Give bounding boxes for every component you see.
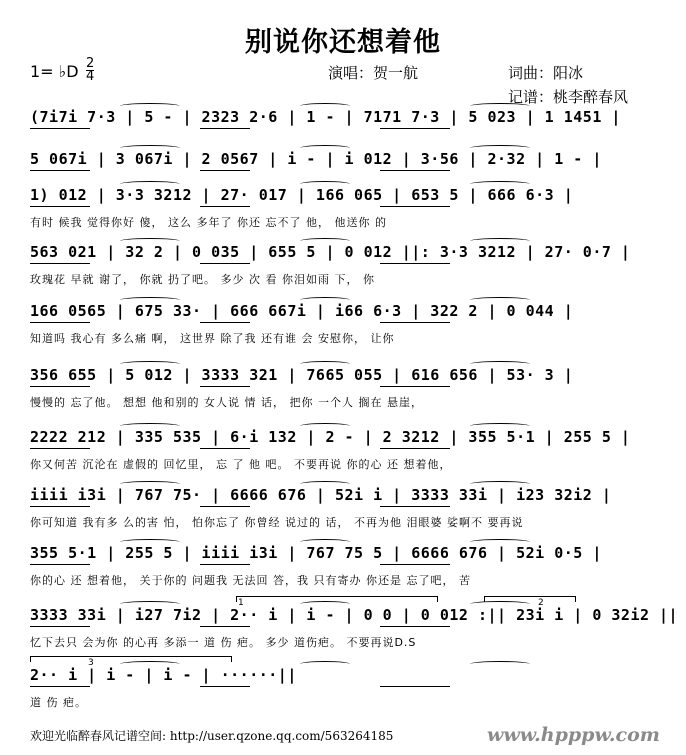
slur xyxy=(470,661,530,667)
slur xyxy=(120,539,180,545)
beam-underline xyxy=(30,206,90,207)
score-row xyxy=(0,366,686,428)
beam-underline xyxy=(200,128,250,129)
lyric-line: 玫瑰花 早就 谢了， 你就 扔了吧。 多少 次 看 你泪如雨 下， 你 xyxy=(30,273,375,286)
beam-underline xyxy=(380,170,450,171)
song-title: 别说你还想着他 xyxy=(245,27,441,58)
score-row xyxy=(0,486,686,548)
slur xyxy=(300,297,350,303)
beam-underline xyxy=(200,564,250,565)
slur xyxy=(470,238,530,244)
composer-credit: 词曲：阳冰 xyxy=(508,64,584,82)
slur xyxy=(470,297,530,303)
score-row xyxy=(0,243,686,305)
lyric-line: 忆下去只 会为你 的心再 多添一 道 伤 疤。 多少 道伤疤。 不要再说D.S xyxy=(30,636,417,649)
beam-underline xyxy=(30,386,90,387)
score-row xyxy=(0,666,686,728)
slur xyxy=(120,601,180,607)
transcriber-credit: 记谱：桃李醉春风 xyxy=(508,88,629,106)
beam-underline xyxy=(380,506,450,507)
slur xyxy=(120,423,180,429)
beam-underline xyxy=(200,386,250,387)
beam-underline xyxy=(30,322,90,323)
lyric-line: 你的心 还 想着他， 关于你的 问题我 无法回 答，我 只有寄办 你还是 忘了吧， 苦 xyxy=(30,574,471,587)
beam-underline xyxy=(380,448,450,449)
slur xyxy=(120,238,180,244)
slur xyxy=(120,481,180,487)
slur xyxy=(470,481,530,487)
slur xyxy=(470,423,530,429)
beam-underline xyxy=(380,386,450,387)
notation-line: 1) 012 | 3·3 3212 | 27· 017 | 166 065 | 653 5 | 666 6·3 | xyxy=(30,186,574,204)
time-signature xyxy=(86,58,94,83)
beam-underline xyxy=(30,448,90,449)
beam-underline xyxy=(380,263,450,264)
slur xyxy=(470,145,530,151)
notation-line: iiii i3i | 767 75· | 6666 676 | 52i i | 3333 33i | i23 32i2 | xyxy=(30,486,612,504)
ending-label-second: 2 xyxy=(538,598,544,608)
beam-underline xyxy=(200,322,250,323)
beam-underline xyxy=(200,448,250,449)
beam-underline xyxy=(30,626,90,627)
slur xyxy=(300,481,350,487)
slur xyxy=(300,423,350,429)
score-row xyxy=(0,428,686,490)
slur xyxy=(120,297,180,303)
watermark: www.hpppw.com xyxy=(487,724,660,746)
score-row xyxy=(0,302,686,364)
slur xyxy=(300,361,350,367)
beam-underline xyxy=(30,170,90,171)
notation-line: 355 5·1 | 255 5 | iiii i3i | 767 75 5 | 6666 676 | 52i 0·5 | xyxy=(30,544,602,562)
beam-underline xyxy=(380,128,450,129)
beam-underline xyxy=(30,564,90,565)
ending-bracket-third xyxy=(30,656,232,662)
slur xyxy=(300,661,350,667)
beam-underline xyxy=(200,686,250,687)
lyric-line: 道 伤 疤。 xyxy=(30,696,87,709)
slur xyxy=(300,145,350,151)
ending-label-third: 3 xyxy=(88,658,94,668)
beam-underline xyxy=(30,506,90,507)
beam-underline xyxy=(380,686,450,687)
slur xyxy=(300,238,350,244)
key-signature: 1= ♭D xyxy=(30,62,79,81)
slur xyxy=(470,181,530,187)
lyric-line: 你又何苦 沉沦在 虚假的 回忆里， 忘 了 他 吧。 不要再说 你的心 还 想着他， xyxy=(30,458,452,471)
beam-underline xyxy=(380,564,450,565)
beam-underline xyxy=(200,170,250,171)
notation-line: 2·· i | i - | i - | ······|| xyxy=(30,666,297,684)
notation-line: 563 021 | 32 2 | 0 035 | 655 5 | 0 012 ||: 3·3 3212 | 27· 0·7 | xyxy=(30,243,631,261)
time-sig-top: 2 xyxy=(86,56,95,71)
slur xyxy=(300,103,350,109)
beam-underline xyxy=(380,322,450,323)
beam-underline xyxy=(200,506,250,507)
slur xyxy=(120,181,180,187)
slur xyxy=(120,103,180,109)
slur xyxy=(470,103,530,109)
slur xyxy=(300,181,350,187)
slur xyxy=(300,539,350,545)
singer-credit: 演唱：贺一航 xyxy=(328,64,419,82)
lyric-line: 慢慢的 忘了他。 想想 他和别的 女人说 情 话， 把你 一个人 搁在 悬崖， xyxy=(30,396,423,409)
time-sig-bottom: 4 xyxy=(86,69,95,84)
notation-line: (7i7i 7·3 | 5 - | 2323 2·6 | 1 - | 7171 7·3 | 5 023 | 1 1451 | xyxy=(30,108,621,126)
beam-underline xyxy=(30,263,90,264)
lyric-line: 你可知道 我有多 么的害 怕， 怕你忘了 你曾经 说过的 话， 不再为他 泪眼婆 娑啊不 要再说 xyxy=(30,516,524,529)
notation-line: 356 655 | 5 012 | 3333 321 | 7665 055 | 616 656 | 53· 3 | xyxy=(30,366,574,384)
beam-underline xyxy=(380,206,450,207)
slur xyxy=(470,361,530,367)
beam-underline xyxy=(380,626,450,627)
beam-underline xyxy=(30,128,90,129)
beam-underline xyxy=(200,626,250,627)
lyric-line: 有时 候我 觉得你好 傻， 这么 多年了 你还 忘不了 他， 他送你 的 xyxy=(30,216,387,229)
notation-line: 5 067i | 3 067i | 2 0567 | i - | i 012 | 3·56 | 2·32 | 1 - | xyxy=(30,150,602,168)
slur xyxy=(120,145,180,151)
ending-bracket-second xyxy=(484,596,576,602)
notation-line: 2222 212 | 335 535 | 6·i 132 | 2 - | 2 3212 | 355 5·1 | 255 5 | xyxy=(30,428,631,446)
notation-line: 3333 33i | i27 7i2 | 2·· i | i - | 0 0 | 0 012 :|| 23i i | 0 32i2 || xyxy=(30,606,679,624)
notation-line: 166 0565 | 675 33· | 666 667i | i66 6·3 | 322 2 | 0 044 | xyxy=(30,302,574,320)
ending-label-first: 1 xyxy=(238,598,244,608)
slur xyxy=(470,539,530,545)
slur xyxy=(120,361,180,367)
ending-bracket-first xyxy=(236,596,438,602)
beam-underline xyxy=(30,686,90,687)
beam-underline xyxy=(200,206,250,207)
footer-text: 欢迎光临醉春风记谱空间: http://user.qzone.qq.com/563264185 xyxy=(30,729,394,743)
lyric-line: 知道吗 我心有 多么痛 啊， 这世界 除了我 还有谁 会 安慰你， 让你 xyxy=(30,332,395,345)
beam-underline xyxy=(200,263,250,264)
